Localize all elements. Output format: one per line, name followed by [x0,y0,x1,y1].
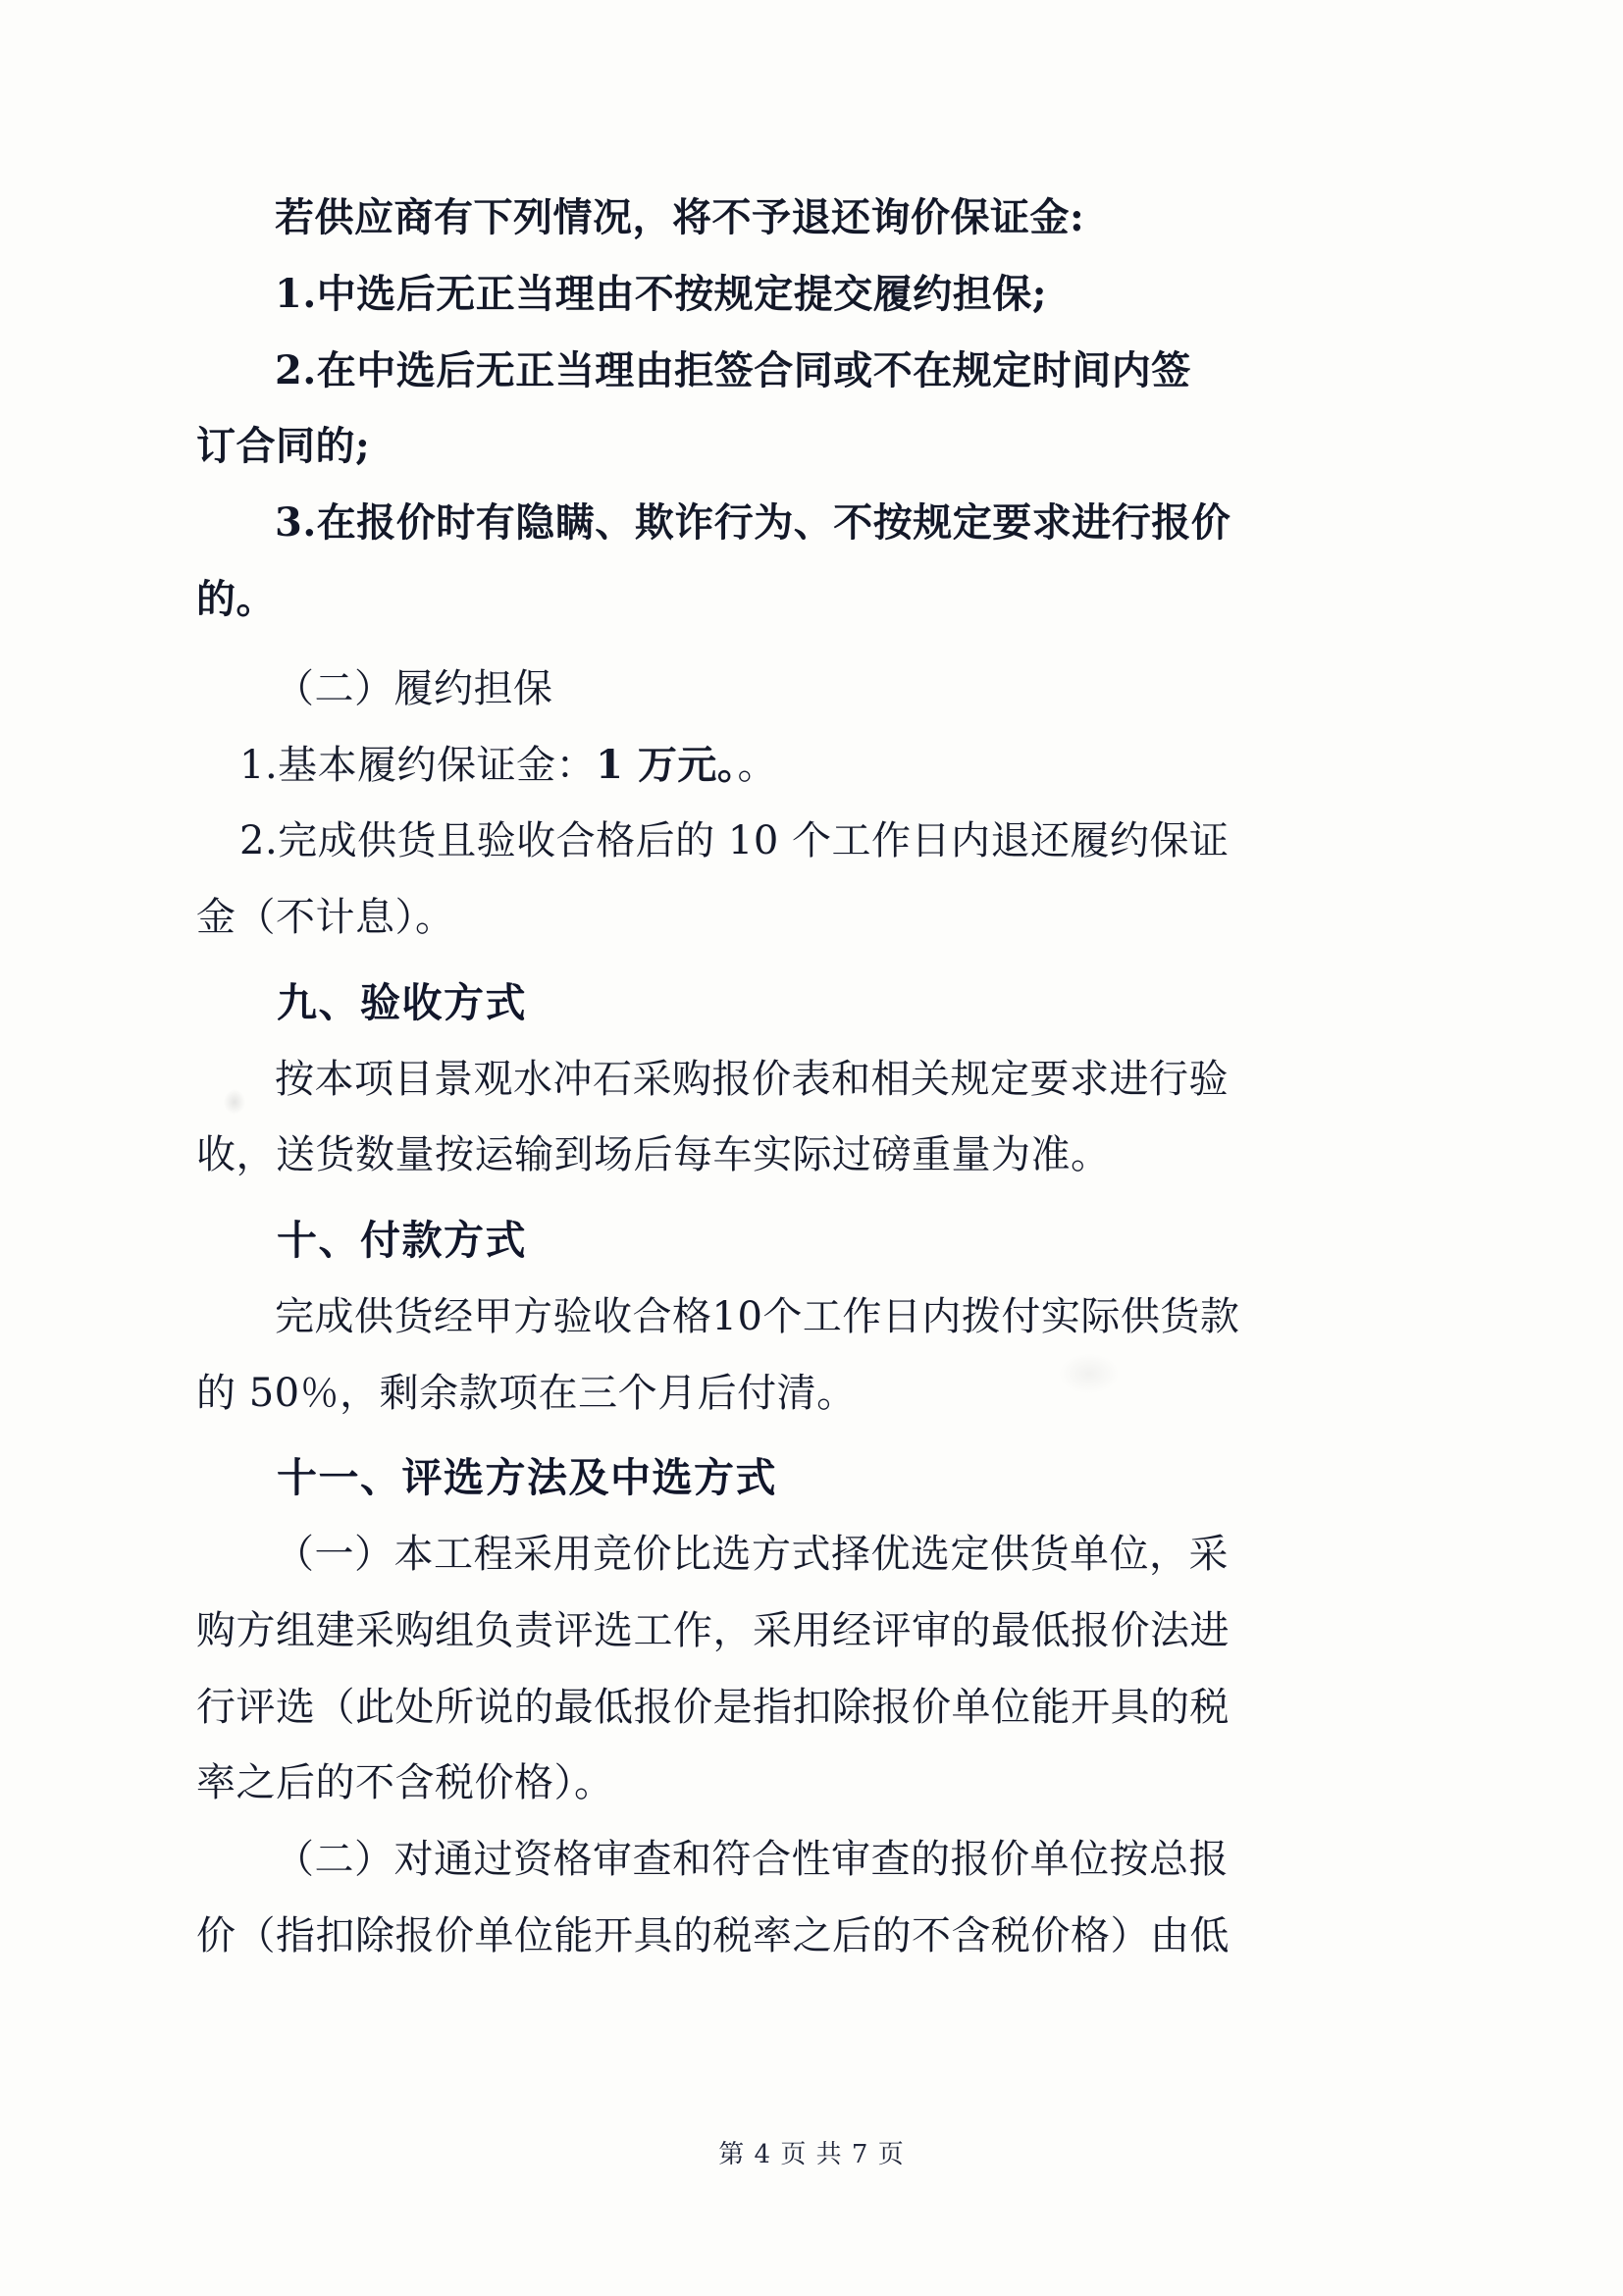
paragraph-evaluation-item-1-line2: 购方组建采购组负责评选工作，采用经评审的最低报价法进 [196,1607,1230,1653]
paragraph-deposit-return-terms-cont: 金（不计息）。 [196,895,455,941]
document-body [196,186,1423,1981]
paragraph-evaluation-item-2-line2: 价（指扣除报价单位能开具的税率之后的不含税价格）由低 [196,1912,1230,1958]
page-footer: 第 4 页 共 7 页 [718,2140,905,2169]
heading-section-eleven: 十一、评选方法及中选方式 [277,1454,777,1502]
paragraph-forfeit-item-3: 3.在报价时有隐瞒、欺诈行为、不按规定要求进行报价 [275,499,1231,547]
paragraph-basic-performance-deposit [196,734,1423,798]
paragraph-deposit-return-terms: 2.完成供货且验收合格后的 10 个工作日内退还履约保证 [239,818,1230,864]
paragraph-payment-method-cont: 的 50％，剩余款项在三个月后付清。 [196,1370,857,1416]
subsection-performance-guarantee-title: （二）履约担保 [275,665,553,711]
basic-deposit-amount: 1 万元。 [596,741,738,788]
paragraph-forfeit-item-1: 1.中选后无正当理由不按规定提交履约担保; [275,270,1048,317]
paragraph-forfeit-item-2: 2.在中选后无正当理由拒签合同或不在规定时间内签 [275,346,1191,393]
heading-section-ten: 十、付款方式 [277,1217,527,1265]
paragraph-acceptance-method: 按本项目景观水冲石采购报价表和相关规定要求进行验 [275,1056,1229,1102]
paragraph-forfeit-item-2-cont: 订合同的; [196,423,371,470]
paragraph-evaluation-item-2: （二）对通过资格审查和符合性审查的报价单位按总报 [275,1837,1229,1883]
paragraph-deposit-forfeit-intro: 若供应商有下列情况，将不予退还询价保证金: [275,194,1085,240]
paragraph-evaluation-item-1: （一）本工程采用竞价比选方式择优选定供货单位，采 [275,1531,1229,1577]
basic-deposit-label: 1.基本履约保证金： [239,742,597,788]
heading-section-nine: 九、验收方式 [277,978,527,1026]
paragraph-forfeit-item-3-cont: 的。 [196,575,276,622]
paragraph-acceptance-method-cont: 收，送货数量按运输到场后每车实际过磅重量为准。 [196,1132,1111,1178]
paragraph-payment-method: 完成供货经甲方验收合格10个工作日内拨付实际供货款 [275,1293,1240,1339]
paragraph-evaluation-item-1-line3: 行评选（此处所说的最低报价是指扣除报价单位能开具的税 [196,1684,1230,1730]
basic-deposit-period: 。 [737,742,777,788]
paragraph-evaluation-item-1-line4: 率之后的不含税价格）。 [196,1760,614,1806]
